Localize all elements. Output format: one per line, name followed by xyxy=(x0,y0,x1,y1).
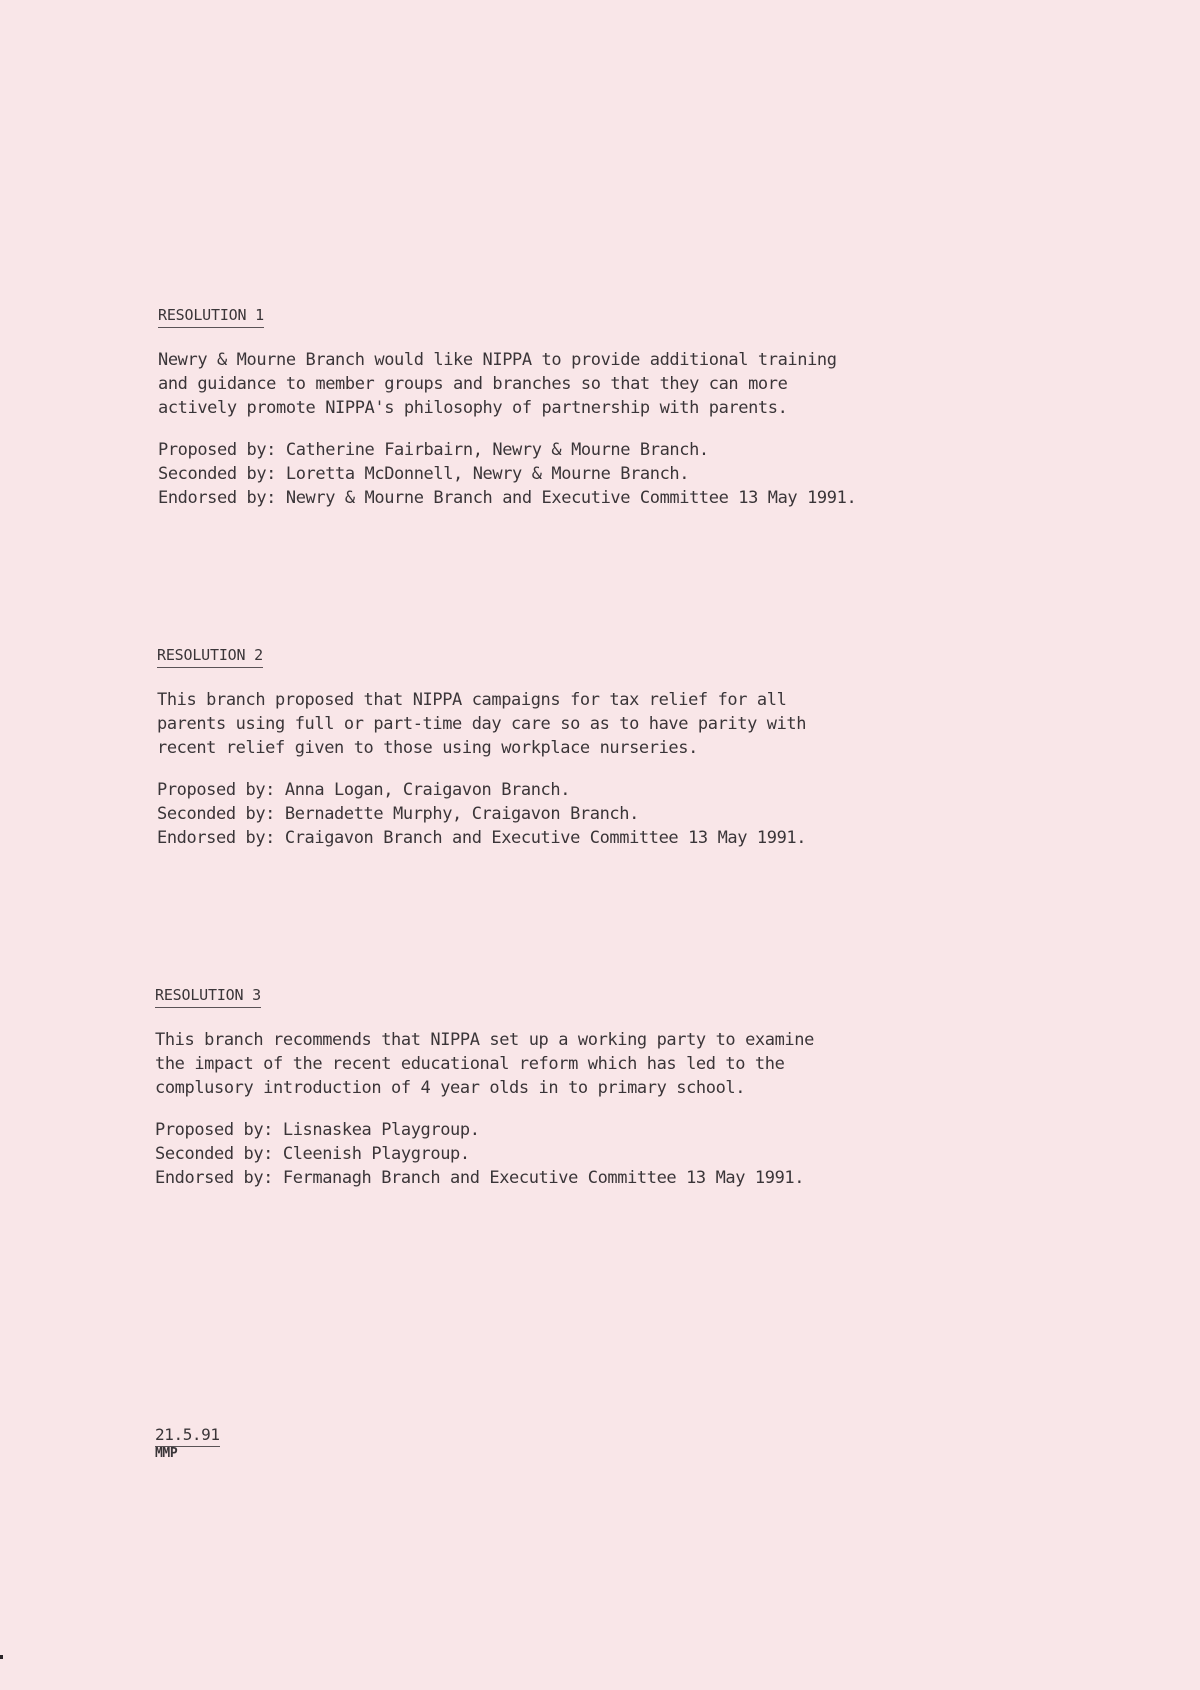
resolution-credits xyxy=(158,438,1058,510)
endorsed-by: Endorsed by: Craigavon Branch and Executive Committee 13 May 1991. xyxy=(157,828,807,848)
resolution-3 xyxy=(155,985,1055,1190)
body-line: actively promote NIPPA's philosophy of partnership with parents. xyxy=(158,398,788,418)
seconded-by: Seconded by: Loretta McDonnell, Newry & Mourne Branch. xyxy=(158,464,690,484)
body-line: This branch recommends that NIPPA set up a working party to examine xyxy=(155,1030,814,1050)
document-footer xyxy=(155,1425,220,1461)
resolution-heading: RESOLUTION 1 xyxy=(158,306,264,328)
proposed-by: Proposed by: Catherine Fairbairn, Newry & Mourne Branch. xyxy=(158,440,709,460)
body-line: parents using full or part-time day care so as to have parity with xyxy=(157,714,807,734)
body-line: recent relief given to those using workplace nurseries. xyxy=(157,738,698,758)
footer-initials: MMP xyxy=(155,1446,178,1461)
seconded-by: Seconded by: Cleenish Playgroup. xyxy=(155,1144,470,1164)
resolution-heading: RESOLUTION 2 xyxy=(157,646,263,668)
resolution-heading: RESOLUTION 3 xyxy=(155,986,261,1008)
resolution-body xyxy=(158,348,1058,420)
body-line: the impact of the recent educational reform which has led to the xyxy=(155,1054,785,1074)
resolution-credits xyxy=(157,778,1057,850)
body-line: Newry & Mourne Branch would like NIPPA to provide additional training xyxy=(158,350,837,370)
proposed-by: Proposed by: Lisnaskea Playgroup. xyxy=(155,1120,480,1140)
footer-date: 21.5.91 xyxy=(155,1425,220,1447)
endorsed-by: Endorsed by: Fermanagh Branch and Executive Committee 13 May 1991. xyxy=(155,1168,805,1188)
resolution-body xyxy=(155,1028,1055,1100)
resolution-1 xyxy=(158,305,1058,510)
proposed-by: Proposed by: Anna Logan, Craigavon Branch. xyxy=(157,780,571,800)
scan-speck xyxy=(0,1655,3,1659)
endorsed-by: Endorsed by: Newry & Mourne Branch and Executive Committee 13 May 1991. xyxy=(158,488,857,508)
resolution-body xyxy=(157,688,1057,760)
body-line: complusory introduction of 4 year olds in to primary school. xyxy=(155,1078,746,1098)
seconded-by: Seconded by: Bernadette Murphy, Craigavon Branch. xyxy=(157,804,639,824)
body-line: This branch proposed that NIPPA campaigns for tax relief for all xyxy=(157,690,787,710)
resolution-credits xyxy=(155,1118,1055,1190)
body-line: and guidance to member groups and branches so that they can more xyxy=(158,374,788,394)
resolution-2 xyxy=(157,645,1057,850)
